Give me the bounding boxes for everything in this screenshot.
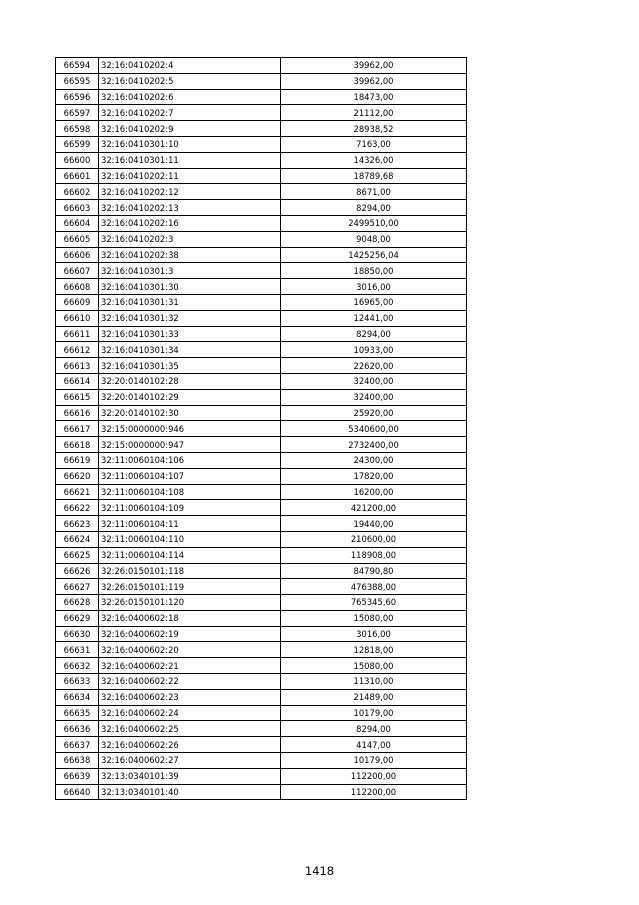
value-cell: 8294,00: [281, 200, 467, 216]
value-cell: 15080,00: [281, 658, 467, 674]
cadastral-number-cell: 32:20:0140102:29: [99, 389, 281, 405]
table-row: [56, 421, 467, 437]
table-row: [56, 642, 467, 658]
value-cell: 39962,00: [281, 58, 467, 74]
row-number-cell: 66633: [56, 674, 99, 690]
table-row: [56, 168, 467, 184]
value-cell: 8294,00: [281, 326, 467, 342]
cadastral-number-cell: 32:11:0060104:11: [99, 516, 281, 532]
value-cell: 84790,80: [281, 563, 467, 579]
cadastral-number-cell: 32:15:0000000:946: [99, 421, 281, 437]
table-row: [56, 231, 467, 247]
cadastral-number-cell: 32:16:0410202:16: [99, 215, 281, 231]
table-row: [56, 452, 467, 468]
row-number-cell: 66605: [56, 231, 99, 247]
table-row: [56, 563, 467, 579]
value-cell: 21112,00: [281, 105, 467, 121]
table-row: [56, 89, 467, 105]
value-cell: 2732400,00: [281, 437, 467, 453]
row-number-cell: 66595: [56, 73, 99, 89]
row-number-cell: 66629: [56, 610, 99, 626]
row-number-cell: 66630: [56, 626, 99, 642]
value-cell: 14326,00: [281, 152, 467, 168]
cadastral-number-cell: 32:26:0150101:118: [99, 563, 281, 579]
cadastral-number-cell: 32:16:0400602:23: [99, 689, 281, 705]
table-row: [56, 105, 467, 121]
table-body: [56, 58, 467, 800]
value-cell: 11310,00: [281, 674, 467, 690]
cadastral-number-cell: 32:26:0150101:120: [99, 595, 281, 611]
table-row: [56, 705, 467, 721]
row-number-cell: 66604: [56, 215, 99, 231]
cadastral-number-cell: 32:16:0400602:27: [99, 753, 281, 769]
value-cell: 25920,00: [281, 405, 467, 421]
cadastral-number-cell: 32:16:0400602:18: [99, 610, 281, 626]
table-row: [56, 294, 467, 310]
cadastral-number-cell: 32:16:0410301:11: [99, 152, 281, 168]
table-row: [56, 484, 467, 500]
table-row: [56, 579, 467, 595]
table-row: [56, 531, 467, 547]
cadastral-number-cell: 32:16:0410202:3: [99, 231, 281, 247]
table-row: [56, 737, 467, 753]
row-number-cell: 66613: [56, 358, 99, 374]
table-row: [56, 310, 467, 326]
row-number-cell: 66614: [56, 373, 99, 389]
value-cell: 32400,00: [281, 389, 467, 405]
cadastral-number-cell: 32:16:0410301:35: [99, 358, 281, 374]
table-row: [56, 342, 467, 358]
value-cell: 10933,00: [281, 342, 467, 358]
row-number-cell: 66627: [56, 579, 99, 595]
value-cell: 4147,00: [281, 737, 467, 753]
cadastral-number-cell: 32:11:0060104:110: [99, 531, 281, 547]
cadastral-number-cell: 32:16:0410202:5: [99, 73, 281, 89]
row-number-cell: 66628: [56, 595, 99, 611]
value-cell: 22620,00: [281, 358, 467, 374]
cadastral-number-cell: 32:16:0400602:26: [99, 737, 281, 753]
table-row: [56, 721, 467, 737]
value-cell: 21489,00: [281, 689, 467, 705]
value-cell: 16965,00: [281, 294, 467, 310]
value-cell: 12441,00: [281, 310, 467, 326]
cadastral-number-cell: 32:20:0140102:30: [99, 405, 281, 421]
row-number-cell: 66609: [56, 294, 99, 310]
row-number-cell: 66621: [56, 484, 99, 500]
value-cell: 19440,00: [281, 516, 467, 532]
table-row: [56, 437, 467, 453]
table-row: [56, 768, 467, 784]
row-number-cell: 66596: [56, 89, 99, 105]
cadastral-number-cell: 32:15:0000000:947: [99, 437, 281, 453]
row-number-cell: 66606: [56, 247, 99, 263]
table-row: [56, 595, 467, 611]
row-number-cell: 66603: [56, 200, 99, 216]
value-cell: 24300,00: [281, 452, 467, 468]
row-number-cell: 66597: [56, 105, 99, 121]
row-number-cell: 66618: [56, 437, 99, 453]
cadastral-number-cell: 32:16:0410202:13: [99, 200, 281, 216]
cadastral-number-cell: 32:13:0340101:40: [99, 784, 281, 800]
row-number-cell: 66594: [56, 58, 99, 74]
cadastral-number-cell: 32:16:0410202:6: [99, 89, 281, 105]
row-number-cell: 66620: [56, 468, 99, 484]
row-number-cell: 66599: [56, 136, 99, 152]
table-row: [56, 658, 467, 674]
table-row: [56, 200, 467, 216]
value-cell: 39962,00: [281, 73, 467, 89]
cadastral-number-cell: 32:16:0410301:34: [99, 342, 281, 358]
cadastral-number-cell: 32:11:0060104:108: [99, 484, 281, 500]
row-number-cell: 66632: [56, 658, 99, 674]
cadastral-number-cell: 32:16:0400602:20: [99, 642, 281, 658]
cadastral-number-cell: 32:11:0060104:114: [99, 547, 281, 563]
table-row: [56, 73, 467, 89]
table-row: [56, 516, 467, 532]
value-cell: 765345,60: [281, 595, 467, 611]
value-cell: 3016,00: [281, 279, 467, 295]
cadastral-number-cell: 32:16:0400602:24: [99, 705, 281, 721]
cadastral-number-cell: 32:20:0140102:28: [99, 373, 281, 389]
value-cell: 118908,00: [281, 547, 467, 563]
value-cell: 1425256,04: [281, 247, 467, 263]
value-cell: 18473,00: [281, 89, 467, 105]
row-number-cell: 66638: [56, 753, 99, 769]
cadastral-number-cell: 32:13:0340101:39: [99, 768, 281, 784]
table-row: [56, 152, 467, 168]
table-row: [56, 184, 467, 200]
row-number-cell: 66637: [56, 737, 99, 753]
row-number-cell: 66615: [56, 389, 99, 405]
value-cell: 112200,00: [281, 768, 467, 784]
table-row: [56, 279, 467, 295]
table-row: [56, 326, 467, 342]
cadastral-number-cell: 32:16:0410202:12: [99, 184, 281, 200]
cadastral-number-cell: 32:16:0400602:21: [99, 658, 281, 674]
table-row: [56, 674, 467, 690]
table-row: [56, 58, 467, 74]
row-number-cell: 66612: [56, 342, 99, 358]
value-cell: 18789,68: [281, 168, 467, 184]
value-cell: 15080,00: [281, 610, 467, 626]
cadastral-number-cell: 32:26:0150101:119: [99, 579, 281, 595]
row-number-cell: 66600: [56, 152, 99, 168]
value-cell: 10179,00: [281, 705, 467, 721]
value-cell: 5340600,00: [281, 421, 467, 437]
cadastral-number-cell: 32:16:0410301:3: [99, 263, 281, 279]
table-row: [56, 247, 467, 263]
value-cell: 112200,00: [281, 784, 467, 800]
row-number-cell: 66610: [56, 310, 99, 326]
row-number-cell: 66640: [56, 784, 99, 800]
table-row: [56, 405, 467, 421]
table-row: [56, 500, 467, 516]
cadastral-number-cell: 32:16:0400602:19: [99, 626, 281, 642]
row-number-cell: 66608: [56, 279, 99, 295]
row-number-cell: 66634: [56, 689, 99, 705]
cadastral-number-cell: 32:16:0410301:10: [99, 136, 281, 152]
row-number-cell: 66622: [56, 500, 99, 516]
value-cell: 28938,52: [281, 121, 467, 137]
page-number: 1418: [304, 864, 335, 878]
cadastral-number-cell: 32:16:0410202:9: [99, 121, 281, 137]
value-cell: 12818,00: [281, 642, 467, 658]
value-cell: 16200,00: [281, 484, 467, 500]
table-row: [56, 784, 467, 800]
row-number-cell: 66619: [56, 452, 99, 468]
table-row: [56, 215, 467, 231]
value-cell: 9048,00: [281, 231, 467, 247]
table-row: [56, 373, 467, 389]
row-number-cell: 66625: [56, 547, 99, 563]
cadastral-number-cell: 32:16:0410202:11: [99, 168, 281, 184]
value-cell: 10179,00: [281, 753, 467, 769]
cadastral-number-cell: 32:16:0410301:33: [99, 326, 281, 342]
row-number-cell: 66616: [56, 405, 99, 421]
table-row: [56, 263, 467, 279]
row-number-cell: 66601: [56, 168, 99, 184]
cadastral-value-table: [55, 57, 467, 800]
cadastral-number-cell: 32:16:0410202:4: [99, 58, 281, 74]
value-cell: 3016,00: [281, 626, 467, 642]
row-number-cell: 66636: [56, 721, 99, 737]
row-number-cell: 66617: [56, 421, 99, 437]
cadastral-number-cell: 32:16:0410301:32: [99, 310, 281, 326]
table-row: [56, 626, 467, 642]
value-cell: 8671,00: [281, 184, 467, 200]
cadastral-number-cell: 32:16:0400602:25: [99, 721, 281, 737]
value-cell: 2499510,00: [281, 215, 467, 231]
table-row: [56, 121, 467, 137]
value-cell: 32400,00: [281, 373, 467, 389]
value-cell: 476388,00: [281, 579, 467, 595]
table-row: [56, 468, 467, 484]
row-number-cell: 66624: [56, 531, 99, 547]
cadastral-number-cell: 32:11:0060104:109: [99, 500, 281, 516]
value-cell: 18850,00: [281, 263, 467, 279]
cadastral-number-cell: 32:16:0410202:7: [99, 105, 281, 121]
table-row: [56, 689, 467, 705]
cadastral-number-cell: 32:16:0410301:31: [99, 294, 281, 310]
value-cell: 421200,00: [281, 500, 467, 516]
row-number-cell: 66623: [56, 516, 99, 532]
cadastral-number-cell: 32:11:0060104:107: [99, 468, 281, 484]
cadastral-number-cell: 32:11:0060104:106: [99, 452, 281, 468]
table-row: [56, 358, 467, 374]
row-number-cell: 66607: [56, 263, 99, 279]
row-number-cell: 66626: [56, 563, 99, 579]
row-number-cell: 66598: [56, 121, 99, 137]
row-number-cell: 66631: [56, 642, 99, 658]
value-cell: 210600,00: [281, 531, 467, 547]
value-cell: 7163,00: [281, 136, 467, 152]
cadastral-number-cell: 32:16:0400602:22: [99, 674, 281, 690]
row-number-cell: 66635: [56, 705, 99, 721]
table-row: [56, 389, 467, 405]
value-cell: 17820,00: [281, 468, 467, 484]
table-row: [56, 753, 467, 769]
value-cell: 8294,00: [281, 721, 467, 737]
row-number-cell: 66639: [56, 768, 99, 784]
row-number-cell: 66602: [56, 184, 99, 200]
cadastral-number-cell: 32:16:0410301:30: [99, 279, 281, 295]
table-row: [56, 610, 467, 626]
table-row: [56, 547, 467, 563]
row-number-cell: 66611: [56, 326, 99, 342]
table-row: [56, 136, 467, 152]
cadastral-number-cell: 32:16:0410202:38: [99, 247, 281, 263]
